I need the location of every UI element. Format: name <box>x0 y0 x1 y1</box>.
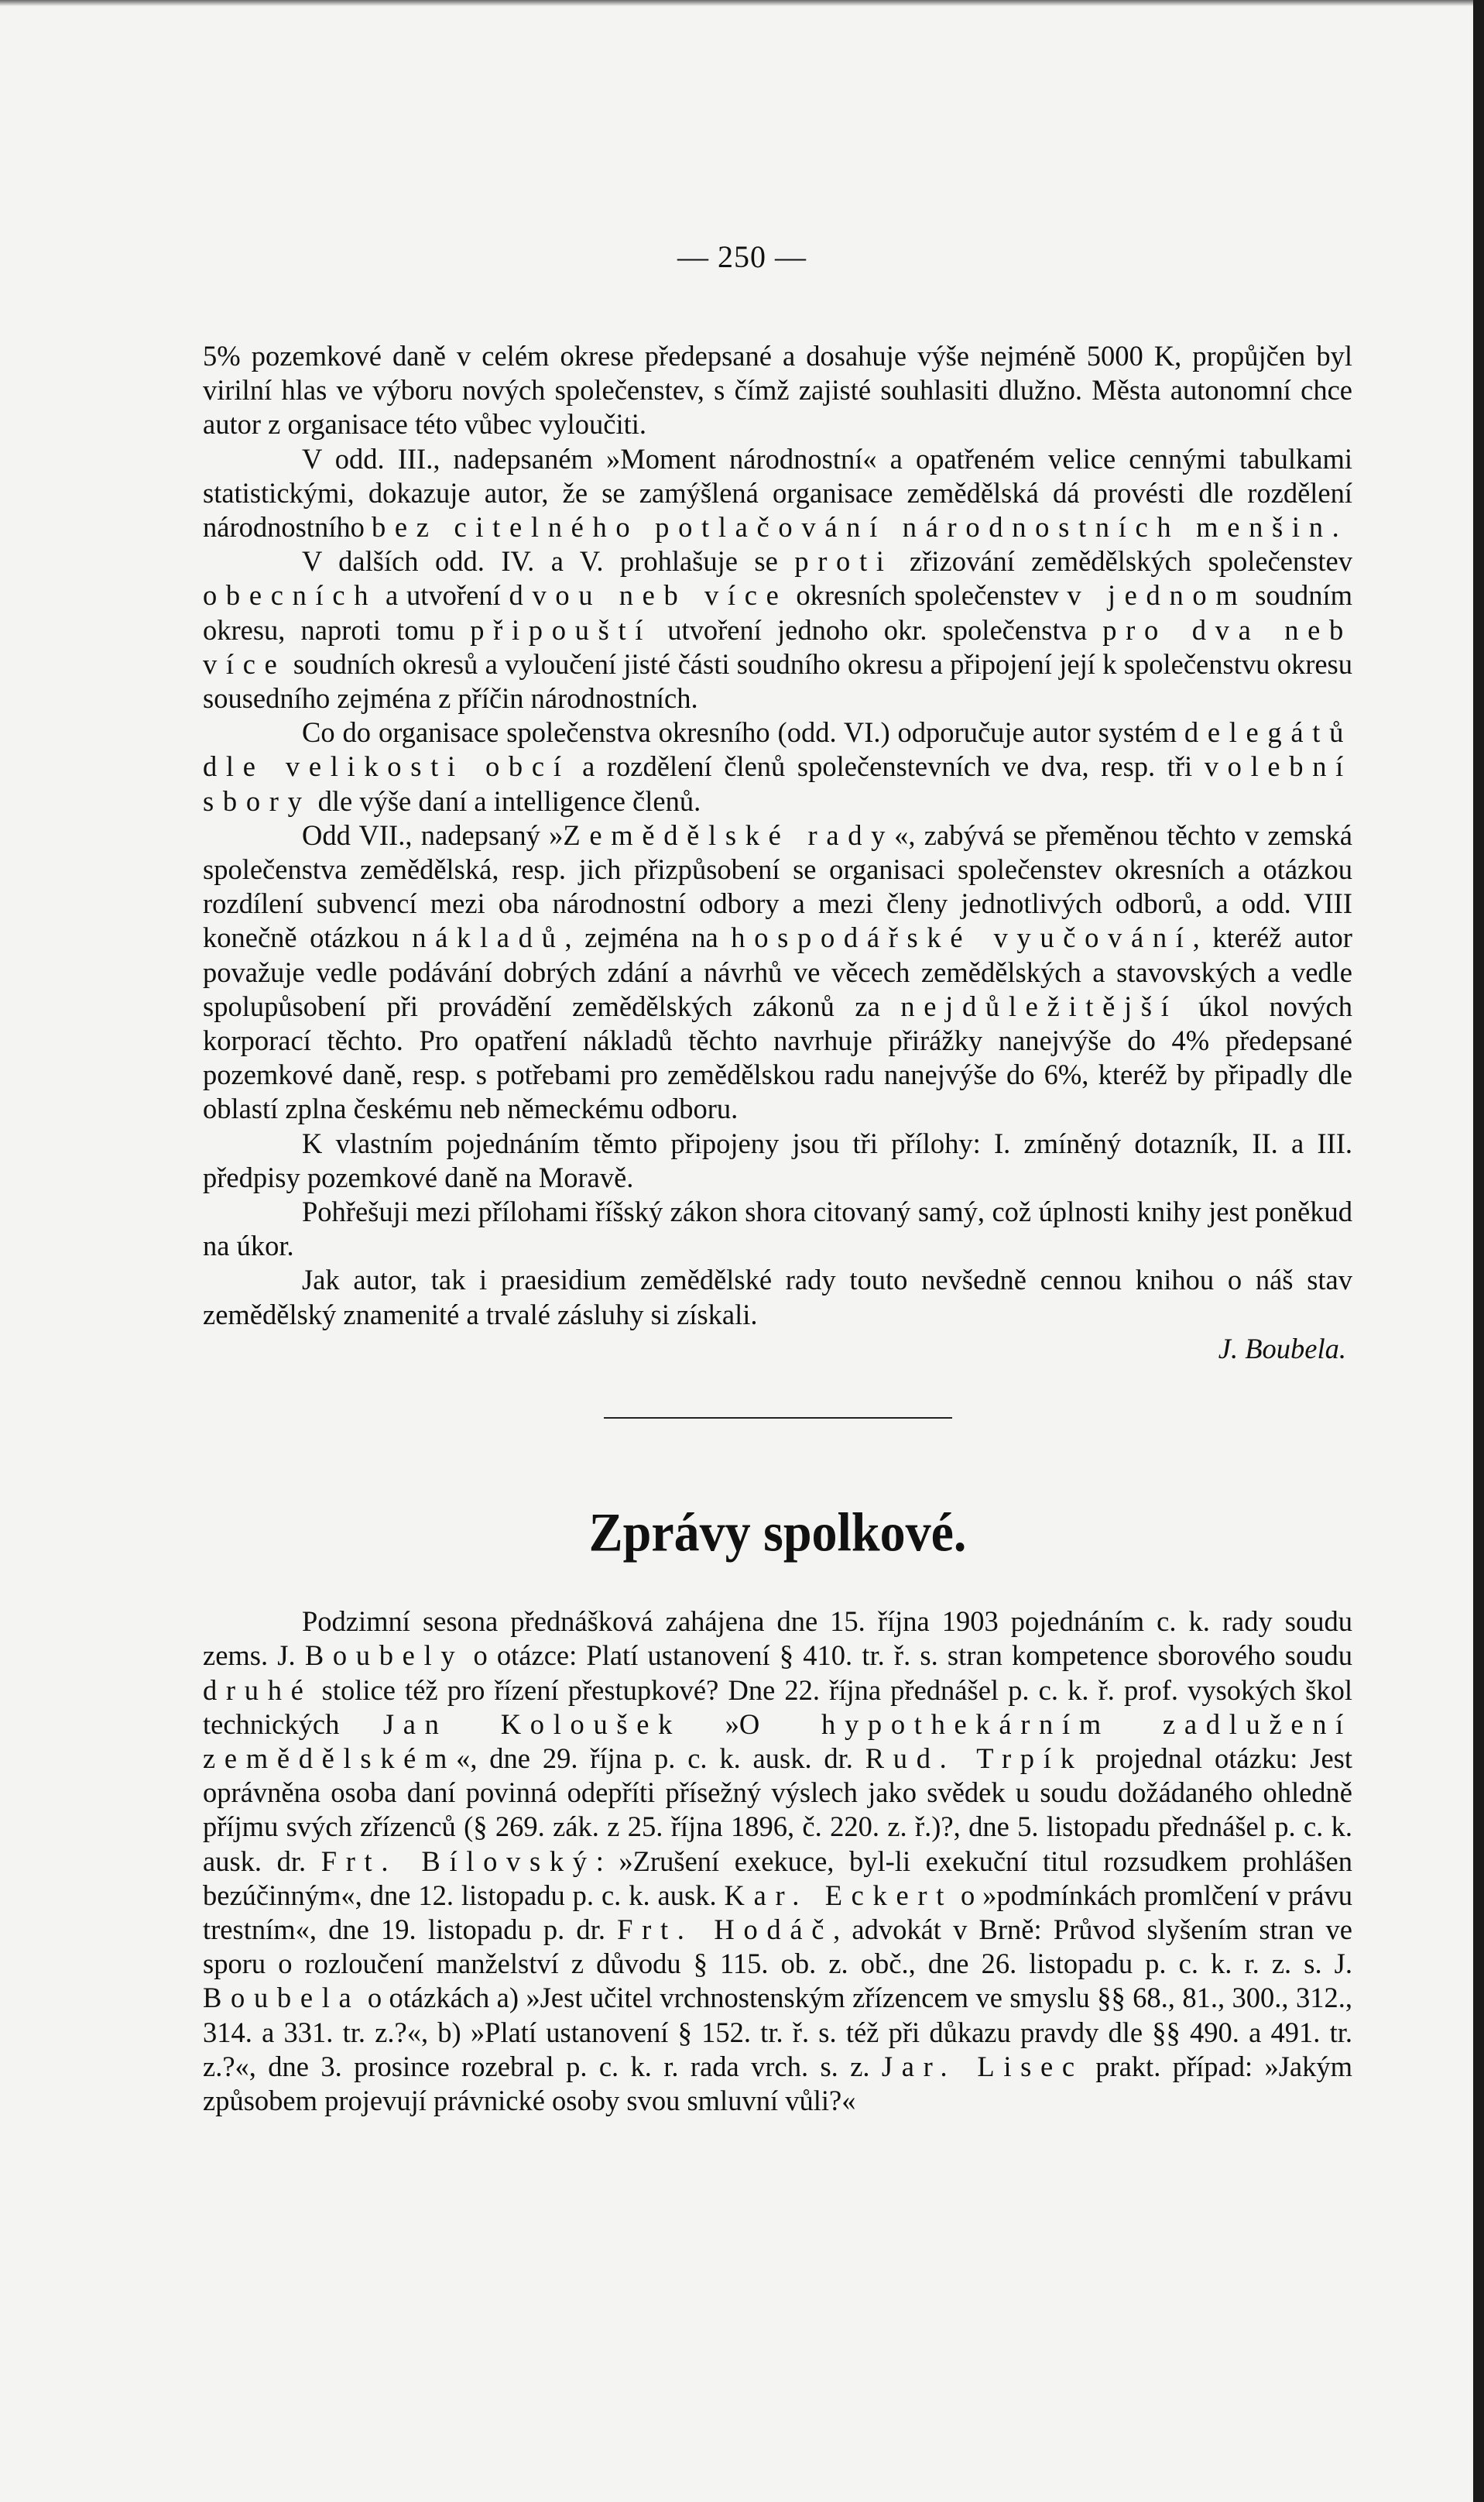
review-paragraph-6: K vlastním pojednáním těmto připojeny jsou tři přílohy: I. zmíněný dotazník, II. a III. předpisy pozemkové daně na Moravě. <box>203 1127 1352 1193</box>
text-run: , kteréž autor považuje vedle podávání dobrých zdání a návrhů ve věcech zemědělských a stavovských a vedle spolupůsobení při provádění zemědělských zákonů za <box>203 922 1352 1022</box>
text-run: : »Zrušení exekuce, byl-li exekuční titul rozsudkem prohlášen bezúčinným«, dne 12. listopadu p. c. k. ausk. <box>203 1845 1353 1911</box>
review-paragraph-4 <box>203 716 1352 819</box>
spaced-emphasis: Jar. Lisec <box>881 2050 1084 2082</box>
text-run: «, zabývá se přeměnou těchto v zemská společenstva zemědělská, resp. jich přizpůsobení se organisaci společenstev okresních a otázkou rozdílení subvencí mezi oba národnostní odbory a mezi členy jednotlivých odborů, a odd. VIII konečně otázkou <box>203 819 1352 954</box>
text-run: , advokát v Brně: Průvod slyšením stran ve sporu o rozloučení manželství z důvodu § 115. ob. z. obč., dne 26. listopadu p. c. k. r. z. s. J. <box>203 1913 1352 1980</box>
section-divider <box>604 1417 952 1419</box>
text-run: Podzimní sesona přednášková zahájena dne 15. října 1903 pojednáním c. k. rady soudu zems. J. <box>203 1605 1352 1672</box>
scan-top-edge <box>0 0 1484 6</box>
text-run: » <box>681 1707 739 1740</box>
review-paragraph-2 <box>203 442 1352 545</box>
review-signature: J. Boubela. <box>1218 1332 1346 1364</box>
spaced-emphasis: volební sbory <box>203 750 1352 817</box>
spaced-emphasis: pro dva neb více <box>203 613 1352 680</box>
spaced-emphasis: Rud. Trpík <box>865 1742 1084 1774</box>
spaced-emphasis: Boubela <box>203 1982 361 2014</box>
text-run: zřizování zemědělských společenstev <box>893 545 1352 578</box>
text-run: a utvoření <box>377 579 509 612</box>
text-run: Co do organisace společenstva okresního (odd. VI.) odporučuje autor systém <box>302 716 1184 749</box>
text-run: , zejména na <box>564 922 732 954</box>
spaced-emphasis: Boubely <box>304 1639 464 1672</box>
review-paragraph-7: Pohřešuji mezi přílohami říšský zákon shora citovaný samý, což úplnosti knihy jest poněkud na úkor. <box>203 1196 1352 1262</box>
text-run: okresních společenstev <box>787 579 1068 612</box>
text-run: o otázce: Platí ustanovení § 410. tr. ř. s. stran kompetence sborového soudu <box>464 1639 1352 1672</box>
text-run: V odd. III., nadepsaném »Moment národnostní« a opatřeném velice cennými tabulkami statistickými, dokazuje autor, že se zamýšlená organisace zemědělská dá provésti dle rozdělení národnostního <box>203 442 1352 544</box>
text-run: V dalších odd. IV. a V. prohlašuje se <box>302 545 795 578</box>
review-paragraph-5 <box>203 819 1352 1127</box>
text-run: dle výše daní a intelligence členů. <box>310 784 701 817</box>
spaced-emphasis: obecních <box>203 579 378 612</box>
text-run: o »podmínkách promlčení v právu trestním«, dne 19. listopadu p. dr. <box>203 1879 1352 1945</box>
text-run: soudním okresu, naproti tomu <box>203 579 1352 646</box>
text-run: soudních okresů a vyloučení jisté části soudního okresu a připojení její k společenstvu okresu sousedního zejména z příčin národnostních. <box>203 647 1352 715</box>
news-paragraph <box>203 1605 1352 2118</box>
text-run: prakt. případ: »Jakým způsobem projevují právnické osoby svou smluvní vůli?« <box>203 2050 1353 2116</box>
spaced-emphasis: delegátů dle velikosti obcí <box>203 716 1352 783</box>
spaced-emphasis: hospodářské vyučování <box>731 922 1193 954</box>
review-paragraph-3 <box>203 544 1352 716</box>
text-run: a rozdělení členů společenstevních ve dva, resp. tři <box>570 750 1205 783</box>
spaced-emphasis: nejdůležitější <box>900 990 1178 1022</box>
review-paragraph-1: 5% pozemkové daně v celém okrese předepsané a dosahuje výše nejméně 5000 K, propůjčen byl virilní hlas ve výboru nových společenstev, s čímž zajisté souhlasiti dlužno. Města autonomní chce autor z organisace této vůbec vyloučiti. <box>203 340 1352 441</box>
text-run: Odd VII., nadepsaný » <box>302 819 564 851</box>
spaced-emphasis: Frt. Bílovský <box>320 1845 596 1877</box>
section-heading: Zprávy spolkové. <box>588 1502 967 1563</box>
spaced-emphasis: Kar. Eckert <box>724 1879 954 1911</box>
text-run: utvoření jednoho okr. společenstva <box>652 613 1103 646</box>
spaced-emphasis: Zemědělské rady <box>563 819 895 851</box>
page-number: — 250 — <box>677 239 807 274</box>
spaced-emphasis: nákladů <box>412 922 565 954</box>
text-run: «, dne 29. října p. c. k. ausk. dr. <box>456 1742 865 1774</box>
spaced-emphasis: O hypothekárním zadlužení zemědělském <box>203 1707 1352 1774</box>
text-run: úkol nových korporací těchto. Pro opatření nákladů těchto navrhuje přirážky nanejvýše do 4% předepsané pozemkové daně, resp. s potřebami pro zemědělskou radu nanejvýše do 6%, kteréž by připadly dle oblastí zplna českému neb německému odboru. <box>203 990 1352 1125</box>
spaced-emphasis: proti <box>794 545 893 578</box>
spaced-emphasis: druhé <box>203 1673 313 1706</box>
page-body <box>203 339 1352 2118</box>
spaced-emphasis: bez citelného potlačování národnostních menšin. <box>371 511 1349 544</box>
spaced-emphasis: v jednom <box>1067 579 1247 612</box>
spaced-emphasis: připouští <box>470 613 653 646</box>
text-run: projednal otázku: Jest oprávněna osoba daní povinná odepříti přísežný výslech jako svědek u soudu dožádaného ohledně příjmu svých zřízenců (§ 269. zák. z 25. října 1896, č. 220. z. ř.)?, dne 5. listopadu přednášel p. c. k. ausk. dr. <box>203 1742 1352 1877</box>
review-paragraph-8: Jak autor, tak i praesidium zemědělské rady touto nevšedně cennou knihou o náš stav zemědělský znamenité a trvalé zásluhy si získali. <box>203 1264 1352 1330</box>
spaced-emphasis: dvou neb více <box>509 579 788 612</box>
scan-right-edge <box>1473 0 1484 2502</box>
spaced-emphasis: Jan Koloušek <box>382 1707 682 1740</box>
text-run: o otázkách a) »Jest učitel vrchnostenským zřízencem ve smyslu §§ 68., 81., 300., 312., 314. a 331. tr. z.?«, b) »Platí ustanovení § 152. tr. ř. s. též při důkazu pravdy dle §§ 490. a 491. tr. z.?«, dne 3. prosince rozebral p. c. k. r. rada vrch. s. z. <box>203 1982 1352 2082</box>
text-run: stolice též pro řízení přestupkové? Dne 22. října přednášel p. c. k. ř. prof. vysokých škol technických <box>203 1673 1352 1740</box>
spaced-emphasis: Frt. Hodáč <box>617 1913 834 1945</box>
